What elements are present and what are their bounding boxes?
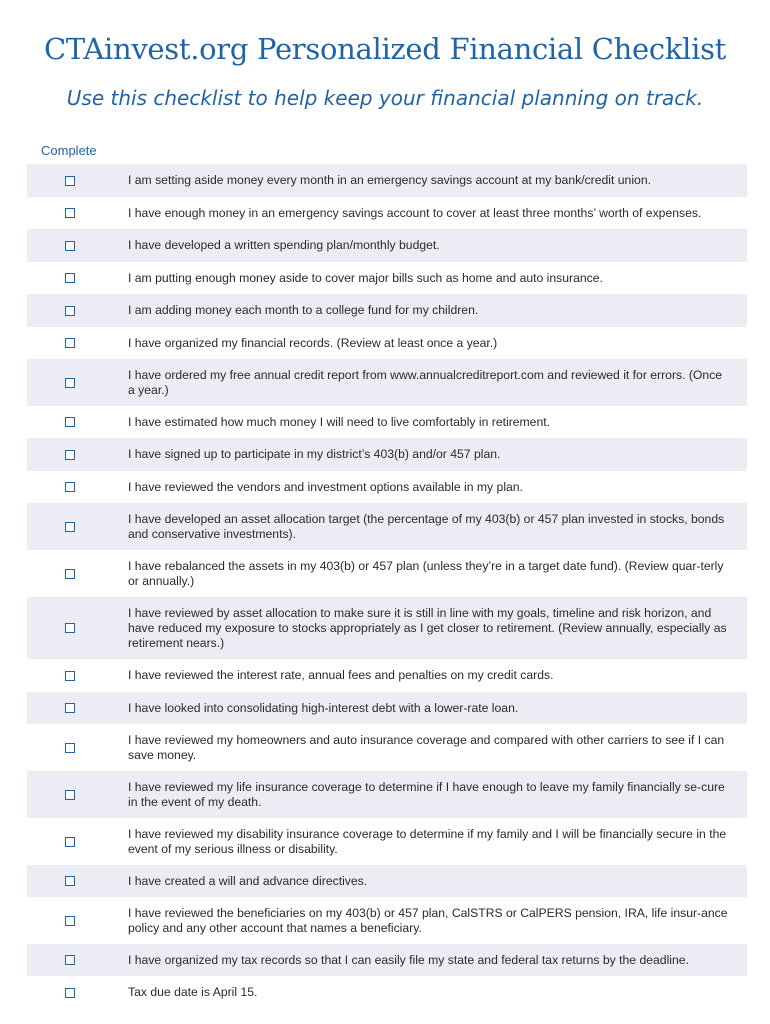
checklist-item [27, 550, 747, 597]
complete-column-label: Complete [41, 143, 97, 158]
checklist-item-text: I am adding money each month to a college fund for my children. [128, 303, 479, 317]
checklist-item-text: I have estimated how much money I will need to live comfortably in retirement. [128, 414, 551, 429]
checklist-item [27, 692, 747, 724]
checklist-item [27, 359, 747, 406]
checkbox-icon[interactable] [65, 837, 75, 847]
checkbox-icon[interactable] [65, 378, 75, 388]
checklist-item [27, 597, 747, 659]
checkbox-icon[interactable] [65, 623, 75, 633]
checklist-item-text: Tax due date is April 15. [128, 985, 258, 999]
checklist-item [27, 197, 747, 229]
checklist-item-text: I have rebalanced the assets in my 403(b) or 457 plan (unless they’re in a target date fund). (Review quar-terly or annually.) [128, 558, 724, 588]
checklist-item [27, 771, 747, 818]
checklist-item [27, 471, 747, 503]
page-subtitle: Use this checklist to help keep your financial planning on track. [66, 86, 704, 110]
checklist-item-text: I have reviewed my homeowners and auto insurance coverage and compared with other carriers to see if I can save money. [128, 732, 725, 762]
checklist-item [27, 897, 747, 944]
checkbox-icon[interactable] [65, 338, 75, 348]
checklist-item-text: I have looked into consolidating high-interest debt with a lower-rate loan. [128, 700, 519, 715]
checkbox-icon[interactable] [65, 569, 75, 579]
checklist-item [27, 976, 747, 1009]
checklist-item-text: I have reviewed the interest rate, annual fees and penalties on my credit cards. [128, 668, 554, 682]
checklist-item-text: I have organized my financial records. (Review at least once a year.) [128, 335, 498, 350]
checklist-item [27, 164, 747, 197]
checkbox-icon[interactable] [65, 176, 75, 186]
checklist-item-text: I have signed up to participate in my district’s 403(b) and/or 457 plan. [128, 447, 501, 461]
checklist-item-text: I have reviewed my life insurance coverage to determine if I have enough to leave my family financially se-cure in the event of my death. [128, 779, 725, 809]
checklist-item [27, 229, 747, 262]
checkbox-icon[interactable] [65, 417, 75, 427]
checkbox-icon[interactable] [65, 522, 75, 532]
checklist-item [27, 724, 747, 771]
checklist-item-text: I have reviewed the beneficiaries on my 403(b) or 457 plan, CalSTRS or CalPERS pension, IRA, life insur-ance policy and any other account that names a beneficiary. [128, 905, 728, 935]
checklist-item-text: I have reviewed by asset allocation to make sure it is still in line with my goals, timeline and risk horizon, and have reduced my exposure to stocks appropriately as I get closer to retirement. (Review annually, especially as retirement nears.) [128, 605, 727, 650]
checklist-item-text: I have reviewed the vendors and investment options available in my plan. [128, 479, 523, 494]
checklist-item [27, 659, 747, 692]
checkbox-icon[interactable] [65, 955, 75, 965]
checkbox-icon[interactable] [65, 208, 75, 218]
checkbox-icon[interactable] [65, 916, 75, 926]
checklist-item-text: I have developed a written spending plan/monthly budget. [128, 238, 440, 252]
checklist-item [27, 944, 747, 976]
checkbox-icon[interactable] [65, 482, 75, 492]
checkbox-icon[interactable] [65, 988, 75, 998]
checklist [27, 164, 747, 1009]
checklist-item [27, 294, 747, 327]
checkbox-icon[interactable] [65, 743, 75, 753]
checklist-item [27, 503, 747, 550]
checklist-item-text: I have created a will and advance directives. [128, 873, 368, 888]
checklist-item [27, 327, 747, 359]
checkbox-icon[interactable] [65, 241, 75, 251]
checkbox-icon[interactable] [65, 450, 75, 460]
checklist-item-text: I have organized my tax records so that I can easily file my state and federal tax returns by the deadline. [128, 952, 689, 967]
checklist-item [27, 406, 747, 438]
checklist-item [27, 818, 747, 865]
checklist-item-text: I have developed an asset allocation target (the percentage of my 403(b) or 457 plan invested in stocks, bonds and conservative investments). [128, 511, 725, 541]
checklist-item-text: I have ordered my free annual credit report from www.annualcreditreport.com and reviewed it for errors. (Once a year.) [128, 367, 723, 397]
checklist-item-text: I am setting aside money every month in an emergency savings account at my bank/credit union. [128, 173, 651, 187]
checklist-item [27, 865, 747, 897]
checkbox-icon[interactable] [65, 671, 75, 681]
checklist-item-text: I am putting enough money aside to cover major bills such as home and auto insurance. [128, 270, 603, 285]
checkbox-icon[interactable] [65, 790, 75, 800]
checkbox-icon[interactable] [65, 876, 75, 886]
checklist-item [27, 262, 747, 294]
checklist-item [27, 438, 747, 471]
checkbox-icon[interactable] [65, 273, 75, 283]
checklist-item-text: I have enough money in an emergency savings account to cover at least three months’ worth of expenses. [128, 205, 702, 220]
checkbox-icon[interactable] [65, 306, 75, 316]
page-title: CTAinvest.org Personalized Financial Checklist [43, 32, 727, 66]
checklist-item-text: I have reviewed my disability insurance coverage to determine if my family and I will be financially secure in the event of my serious illness or disability. [128, 826, 727, 856]
checkbox-icon[interactable] [65, 703, 75, 713]
